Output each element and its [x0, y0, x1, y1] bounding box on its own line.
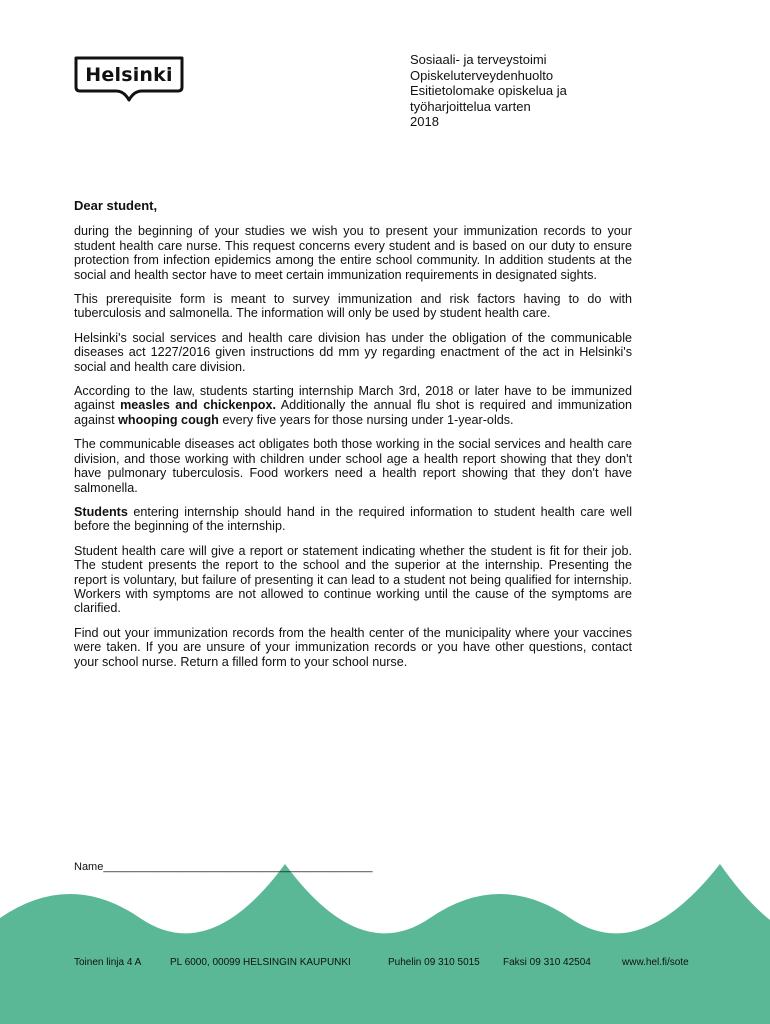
p6-text: entering internship should hand in the required information to student health care well before the beginning of the internship. — [74, 504, 632, 534]
footer-wave-background — [0, 850, 770, 1024]
p6-bold-students: Students — [74, 504, 128, 519]
paragraph-fitness-report: Student health care will give a report or statement indicating whether the student is fit for their job. The student presents the report to the school and the superior at the internship. Presenting the report is voluntary, but failure of presenting it can lead to a student not being qualified for internship. Workers with symptoms are not allowed to continue working until the cause of the symptoms are clarified. — [74, 543, 632, 616]
paragraph-purpose: This prerequisite form is meant to survey immunization and risk factors having to do with tuberculosis and salmonella. The information will only be used by student health care. — [74, 292, 632, 321]
footer-fax: Faksi 09 310 42504 — [503, 957, 591, 968]
letter-body — [74, 199, 632, 679]
helsinki-logo — [74, 56, 184, 102]
header-line-unit: Opiskeluterveydenhuolto — [410, 67, 554, 83]
header-line-form-subtitle: työharjoittelua varten — [410, 98, 531, 114]
paragraph-students — [74, 505, 632, 534]
header-line-form-title: Esitietolomake opiskelua ja — [410, 83, 567, 99]
greeting: Dear student, — [74, 198, 158, 213]
p4-text-e: every five years for those nursing under 1-year-olds. — [218, 412, 514, 427]
p4-bold-measles: measles and chickenpox. — [120, 398, 276, 413]
paragraph-legal: Helsinki's social services and health care division has under the obligation of the communicable diseases act 1227/2016 given instructions dd mm yy regarding enactment of the act in Helsinki's social and health care division. — [74, 330, 632, 374]
footer-contact — [0, 957, 770, 971]
paragraph-intro: during the beginning of your studies we wish you to present your immunization records to your student health care nurse. This request concerns every student and is based on our duty to ensure protection from infection epidemics among the entire school community. In addition students at the social and health sector have to meet certain immunization requirements in designated sights. — [74, 224, 632, 282]
p4-text-a: According to the law, students starting internship March 3rd, 2018 or later have to be immunized against — [74, 384, 632, 413]
header-line-department: Sosiaali- ja terveystoimi — [410, 52, 547, 67]
footer-postal: PL 6000, 00099 HELSINGIN KAUPUNKI — [170, 957, 351, 968]
paragraph-health-report: The communicable diseases act obligates both those working in the social services and health care division, and those working with children under school age a health report showing that they don't have pulmonary tuberculosis. Food workers need a health report showing that they don't have salmonella. — [74, 437, 632, 495]
paragraph-records: Find out your immunization records from the health center of the municipality where your vaccines were taken. If you are unsure of your immunization records or you have other questions, contact your school nurse. Return a filled form to your school nurse. — [74, 625, 632, 669]
wave-shape — [0, 864, 770, 1024]
paragraph-immunization-requirements — [74, 384, 632, 427]
p4-text-c: Additionally the annual flu shot is required and immunization against — [74, 398, 633, 427]
logo-text: Helsinki — [85, 64, 173, 86]
footer-address: Toinen linja 4 A — [74, 957, 142, 968]
name-field[interactable]: Name____________________________________________ — [74, 861, 373, 873]
p4-bold-whooping-cough: whooping cough — [118, 412, 219, 427]
header-line-year: 2018 — [410, 114, 439, 130]
footer-phone: Puhelin 09 310 5015 — [388, 957, 480, 968]
header-info — [410, 52, 567, 130]
footer-web-link[interactable]: www.hel.fi/sote — [622, 957, 689, 968]
